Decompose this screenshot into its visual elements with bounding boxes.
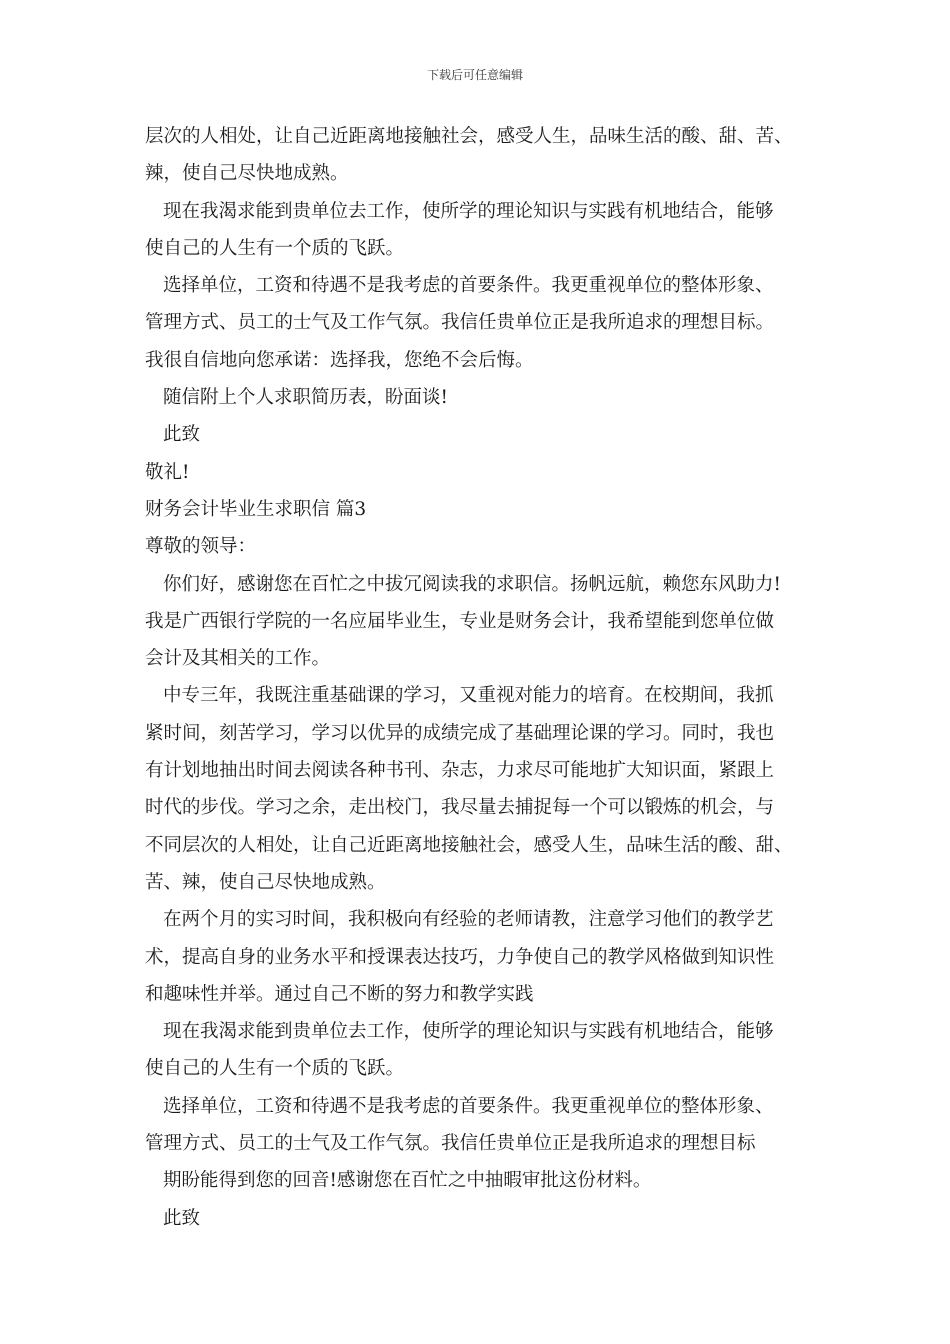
text-line: 有计划地抽出时间去阅读各种书刊、杂志，力求尽可能地扩大知识面，紧跟上	[145, 760, 775, 782]
text-line: 选择单位，工资和待遇不是我考虑的首要条件。我更重视单位的整体形象、	[163, 275, 774, 297]
text-line: 你们好，感谢您在百忙之中拔冗阅读我的求职信。扬帆远航，赖您东风助力!	[163, 573, 781, 595]
page-header: 下载后可任意编辑	[426, 68, 523, 82]
text-line: 敬礼!	[145, 461, 190, 483]
text-line: 辣，使自己尽快地成熟。	[145, 163, 349, 185]
text-line: 此致	[163, 1207, 201, 1229]
text-line: 使自己的人生有一个质的飞跃。	[145, 1058, 405, 1080]
text-line: 期盼能得到您的回音!感谢您在百忙之中抽暇审批这份材料。	[163, 1170, 652, 1192]
text-line: 时代的步伐。学习之余，走出校门，我尽量去捕捉每一个可以锻炼的机会，与	[145, 797, 775, 819]
text-line: 和趣味性并举。通过自己不断的努力和教学实践	[145, 983, 534, 1005]
text-line: 术，提高自身的业务水平和授课表达技巧，力争使自己的教学风格做到知识性	[145, 946, 775, 968]
text-line: 层次的人相处，让自己近距离地接触社会，感受人生，品味生活的酸、甜、苦、	[145, 126, 793, 147]
text-line: 现在我渴求能到贵单位去工作，使所学的理论知识与实践有机地结合，能够	[163, 1021, 774, 1043]
text-line: 我很自信地向您承诺：选择我，您绝不会后悔。	[145, 349, 534, 371]
text-line: 此致	[163, 424, 201, 446]
text-line: 我是广西银行学院的一名应届毕业生，专业是财务会计，我希望能到您单位做	[145, 610, 775, 632]
text-line: 苦、辣，使自己尽快地成熟。	[145, 871, 386, 893]
text-line: 紧时间，刻苦学习，学习以优异的成绩完成了基础理论课的学习。同时，我也	[145, 722, 775, 744]
text-line: 会计及其相关的工作。	[145, 648, 331, 670]
text-line: 中专三年，我既注重基础课的学习，又重视对能力的培育。在校期间，我抓	[163, 685, 774, 707]
document-body	[145, 118, 825, 1237]
text-line: 选择单位，工资和待遇不是我考虑的首要条件。我更重视单位的整体形象、	[163, 1095, 774, 1117]
text-line: 现在我渴求能到贵单位去工作，使所学的理论知识与实践有机地结合，能够	[163, 200, 774, 222]
text-line: 财务会计毕业生求职信 篇3	[145, 498, 367, 520]
text-line: 在两个月的实习时间，我积极向有经验的老师请教，注意学习他们的教学艺	[163, 909, 774, 931]
text-line: 使自己的人生有一个质的飞跃。	[145, 237, 405, 259]
text-line: 尊敬的领导：	[145, 536, 257, 558]
text-line: 不同层次的人相处，让自己近距离地接触社会，感受人生，品味生活的酸、甜、	[145, 834, 793, 856]
text-line: 管理方式、员工的士气及工作气氛。我信任贵单位正是我所追求的理想目标。	[145, 312, 775, 334]
text-line: 随信附上个人求职简历表，盼面谈!	[163, 387, 448, 409]
text-line: 管理方式、员工的士气及工作气氛。我信任贵单位正是我所追求的理想目标	[145, 1133, 756, 1155]
